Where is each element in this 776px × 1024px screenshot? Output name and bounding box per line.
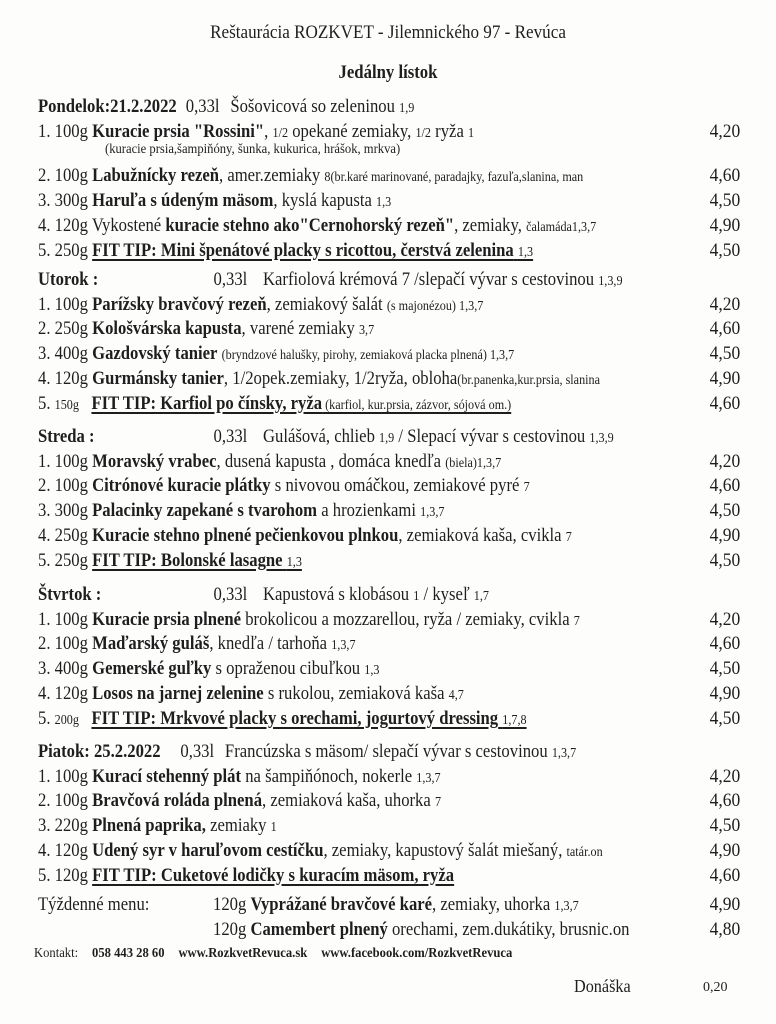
dish-sides: , zemiaková kaša, cvikla	[398, 525, 566, 546]
item-number: 1.	[38, 609, 51, 630]
menu-item	[38, 120, 738, 144]
dish-name: Citrónové kuracie plátky	[92, 476, 271, 497]
dish-details: (bryndzové halušky, pirohy, zemiaková placka plnená) 1,3,7	[221, 347, 515, 363]
item-price: 4,60	[709, 392, 740, 414]
item-price: 4,90	[709, 367, 740, 389]
item-price: 4,90	[709, 894, 740, 915]
item-number: 3.	[38, 501, 51, 522]
weekly-item-text	[213, 893, 579, 918]
dish-sides: orechami, zem.dukátiky, brusnic.on	[387, 920, 630, 940]
item-price: 4,60	[709, 790, 740, 812]
soup-volume: 0,33l	[213, 270, 248, 290]
item-weight: 100g	[54, 166, 88, 187]
day-header-text	[38, 268, 623, 292]
dish-allergens: 1,3	[376, 194, 392, 210]
menu-item	[38, 864, 738, 888]
item-price: 4,50	[709, 500, 740, 522]
dish-sides: , kyslá kapusta	[273, 191, 377, 212]
soup-allergens: 1,7	[473, 588, 489, 603]
dish-details: (biela)	[445, 454, 477, 470]
item-weight: 120g	[54, 368, 88, 389]
fit-tip-dish	[91, 709, 526, 729]
dish-description	[92, 295, 483, 315]
dish-description	[92, 659, 379, 679]
item-number: 1.	[38, 121, 51, 142]
dish-allergens: 4,7	[448, 686, 464, 702]
menu-item-text	[38, 367, 600, 392]
dish-name: Maďarský guláš	[92, 634, 210, 655]
item-weight: 100g	[54, 451, 88, 472]
item-weight: 250g	[54, 240, 88, 261]
fit-tip-dish	[92, 551, 302, 571]
item-price: 4,90	[709, 839, 740, 861]
item-price: 4,50	[709, 707, 740, 729]
day-header-text	[38, 740, 576, 765]
item-number: 2.	[38, 476, 51, 497]
menu-item	[38, 342, 738, 366]
menu-item	[38, 239, 738, 263]
menu-item	[38, 392, 738, 416]
item-price: 4,60	[709, 633, 740, 655]
dish-sides: , varené zemiaky	[241, 319, 359, 340]
day-header	[38, 583, 738, 607]
dish-details: (br.panenka,kur.prsia, slanina	[457, 371, 601, 387]
dish-description	[92, 452, 501, 472]
dish-description	[92, 369, 600, 389]
dish-description	[92, 791, 441, 811]
menu-item	[38, 474, 738, 498]
menu-item-text	[38, 657, 379, 682]
dish-details: 8(br.karé marinované, paradajky, fazuľa,slanina, man	[324, 169, 584, 185]
menu-item	[38, 189, 738, 213]
item-number: 4.	[38, 683, 51, 704]
menu-item-text	[38, 682, 464, 707]
menu-item	[38, 789, 738, 813]
dish-name: Gurmánsky tanier	[92, 368, 224, 389]
menu-item	[38, 164, 738, 188]
weekly-menu-label: Týždenné menu:	[38, 895, 150, 915]
dish-details: (karfiol, kur.prsia, zázvor, sójová om.)	[322, 396, 512, 412]
dish-name: Kološvárska kapusta	[92, 319, 242, 340]
item-weight: 100g	[54, 766, 88, 787]
menu-item-text	[38, 189, 391, 214]
dish-sides: na šampiňónoch, nokerle	[241, 766, 417, 787]
dish-name: Camembert plnený	[250, 920, 388, 940]
dish-description	[92, 476, 530, 496]
dish-description	[92, 526, 572, 546]
item-number: 4.	[38, 525, 51, 546]
dish-allergens: 1,3,7	[554, 898, 579, 913]
day-name: Utorok :	[38, 270, 99, 290]
menu-item-text	[38, 317, 374, 342]
weekly-menu-item	[38, 893, 738, 917]
item-price: 4,50	[709, 343, 740, 365]
item-weight: 100g	[54, 634, 88, 655]
dish-sides: brokolicou a mozzarellou, ryža / zemiaky, cvikla	[241, 609, 574, 630]
item-number: 1.	[38, 766, 51, 787]
menu-item-text	[38, 632, 356, 657]
fit-tip-dish	[92, 241, 533, 261]
item-weight: 300g	[54, 501, 88, 522]
dish-name: Kuracie stehno plnené pečienkovou plnkou	[92, 525, 399, 546]
dish-name: Vyprážané bravčové karé	[250, 895, 433, 915]
menu-item-text	[38, 707, 527, 732]
dish-name: Losos na jarnej zelenine	[92, 683, 264, 704]
soup-description	[263, 268, 623, 293]
dish-sides: ,	[264, 121, 273, 142]
item-number: 3.	[38, 191, 51, 212]
menu-item-text	[38, 239, 533, 264]
dish-name: Labužnícky rezeň	[92, 166, 219, 187]
dish-details: tatár.on	[566, 843, 603, 859]
menu-item	[38, 214, 738, 238]
item-weight: 250g	[54, 319, 88, 340]
item-weight: 120g	[54, 683, 88, 704]
dish-description	[92, 122, 474, 142]
dish-name: Parížsky bravčový rezeň	[92, 294, 267, 315]
dish-name: Palacinky zapekané s tvarohom	[92, 501, 318, 522]
dish-description	[92, 634, 355, 654]
menu-item-text	[38, 789, 441, 814]
dish-allergens: 1,3	[286, 553, 302, 569]
menu-item	[38, 814, 738, 838]
item-weight: 100g	[54, 791, 88, 812]
dish-allergens: 1,3	[364, 662, 380, 678]
item-number: 3.	[38, 659, 51, 680]
dish-name: Kurací stehenný plát	[92, 766, 242, 787]
day-header	[38, 425, 738, 449]
menu-item	[38, 632, 738, 656]
item-number: 2.	[38, 166, 51, 187]
item-weight: 250g	[54, 550, 88, 571]
item-number: 3.	[38, 816, 51, 837]
dish-sides: , zemiaková kaša, uhorka	[262, 791, 435, 812]
item-number: 4.	[38, 840, 51, 861]
item-number: 5.	[38, 240, 51, 261]
contact-website-link[interactable]: www.RozkvetRevuca.sk	[178, 946, 308, 961]
soup-description	[263, 583, 489, 608]
menu-item	[38, 450, 738, 474]
weekly-menu-item	[38, 918, 738, 942]
dish-name: Gazdovský tanier	[92, 344, 218, 365]
dish-name: Moravský vrabec	[92, 451, 217, 472]
dish-name: FIT TIP: Karfiol po čínsky, ryža	[91, 393, 323, 414]
day-name: Pondelok:21.2.2022	[38, 97, 177, 117]
item-price: 4,20	[709, 450, 740, 472]
dish-sides: , zemiaky, kapustový šalát miešaný,	[323, 840, 567, 861]
menu-item	[38, 707, 738, 731]
item-weight: 120g	[54, 840, 88, 861]
dish-details: 1/2	[415, 124, 432, 140]
menu-item-text	[38, 524, 572, 549]
dish-allergens: 1,3,7	[416, 769, 441, 785]
day-name: Streda :	[38, 427, 95, 447]
delivery-price: 0,20	[703, 980, 728, 995]
soup-allergens: 1	[413, 588, 420, 603]
day-header-text	[38, 425, 614, 449]
dish-sides-3: ryža	[431, 121, 469, 142]
item-weight: 300g	[54, 191, 88, 212]
dish-allergens: 1,7,8	[502, 711, 527, 727]
dish-name: Gemerské guľky	[92, 659, 212, 680]
dish-allergens: 7	[573, 612, 580, 628]
item-number: 5.	[38, 393, 51, 414]
item-number: 2.	[38, 634, 51, 655]
menu-item-text	[38, 120, 474, 145]
item-weight: 100g	[54, 294, 88, 315]
soup-allergens: 1,9	[379, 430, 395, 445]
soup-allergens: 1,3,9	[589, 430, 614, 445]
dish-sides-2: , domáca knedľa	[330, 451, 446, 472]
soup-name: Kapustová s klobásou	[263, 585, 414, 605]
dish-sides: , zemiakový šalát	[266, 294, 387, 315]
dish-name: kuracie stehno ako"Cernohorský rezeň"	[165, 215, 455, 236]
dish-name: Udený syr v haruľovom cestíčku	[92, 840, 324, 861]
item-price: 4,50	[709, 549, 740, 571]
menu-item	[38, 367, 738, 391]
dish-allergens: 7	[565, 528, 572, 544]
dish-allergens: 3,7	[358, 322, 375, 338]
menu-item-text	[38, 839, 603, 864]
item-price: 4,20	[709, 120, 740, 142]
item-price: 4,20	[709, 765, 740, 787]
item-weight: 120g	[54, 215, 88, 236]
contact-line	[34, 946, 523, 962]
dish-sides: s rukolou, zemiaková kaša	[263, 683, 449, 704]
item-weight: 100g	[54, 121, 88, 142]
dish-description	[92, 767, 440, 787]
menu-item	[38, 839, 738, 863]
item-weight: 120g	[213, 920, 247, 940]
dish-name: Kuracie prsia plnené	[92, 609, 242, 630]
restaurant-title: Reštaurácia ROZKVET - Jilemnického 97 - Revúca	[210, 22, 566, 43]
item-price: 4,60	[709, 318, 740, 340]
menu-item-text	[38, 474, 530, 499]
dish-description	[92, 684, 464, 704]
dish-ingredients-note: (kuracie prsia,šampiňóny, šunka, kukurica, hrášok, mrkva)	[105, 142, 401, 158]
weekly-item-text	[213, 918, 629, 942]
menu-item	[38, 682, 738, 706]
menu-heading: Jedálny lístok	[338, 62, 438, 83]
day-header-text	[38, 583, 489, 607]
soup-description	[225, 742, 576, 762]
soup-volume: 0,33l	[213, 427, 248, 447]
dish-description	[92, 319, 374, 339]
day-header-text	[38, 95, 414, 120]
item-weight: 120g	[213, 895, 247, 915]
item-price: 4,90	[709, 214, 740, 236]
item-price: 4,80	[709, 919, 740, 940]
menu-item-text	[38, 214, 596, 239]
dish-sides: a hrozienkami	[317, 501, 421, 522]
soup-name: Gulášová, chlieb	[263, 427, 380, 447]
menu-item	[38, 549, 738, 573]
dish-name: FIT TIP: Cuketové lodičky s kuracím mäsom, ryža	[92, 865, 455, 886]
dish-allergens: 1,3,7	[331, 637, 356, 653]
dish-allergens: 1,3,7	[420, 504, 445, 520]
dish-name: Haruľa s údeným mäsom	[92, 191, 274, 212]
dish-name: FIT TIP: Mini špenátové placky s ricottou, čerstvá zelenina	[92, 240, 514, 261]
dish-allergens: 7	[434, 794, 442, 810]
dish-sides: , dusená kapusta	[216, 451, 331, 472]
menu-item-text	[38, 765, 441, 790]
dish-sides: s opraženou cibuľkou	[211, 659, 365, 680]
dish-allergens: 1	[270, 819, 277, 835]
fit-tip-dish	[92, 866, 454, 886]
item-number: 2.	[38, 319, 51, 340]
menu-item	[38, 657, 738, 681]
dish-details: čalamáda1,3,7	[526, 218, 597, 234]
soup-allergens: 1,3,7	[551, 745, 577, 760]
soup-allergens: 1,9	[399, 100, 415, 115]
menu-item-text	[38, 450, 501, 475]
item-weight: 120g	[54, 865, 88, 886]
dish-details: (s majonézou) 1,3,7	[386, 297, 484, 313]
menu-item-text	[38, 814, 277, 839]
menu-item	[38, 608, 738, 632]
dish-description	[92, 610, 580, 630]
fit-tip-dish	[91, 394, 511, 414]
dish-sides: s nivovou omáčkou, zemiakové pyré	[270, 476, 524, 497]
day-name: Štvrtok :	[38, 585, 102, 605]
dish-description	[92, 191, 391, 211]
dish-sides-2: opekané zemiaky,	[288, 121, 416, 142]
item-weight: 400g	[54, 659, 88, 680]
soup-volume: 0,33l	[185, 97, 220, 117]
soup-description	[263, 425, 614, 450]
soup-name: Šošovicová so zeleninou	[230, 97, 395, 117]
dish-name: Kuracie prsia "Rossini"	[92, 121, 265, 142]
menu-item	[38, 765, 738, 789]
item-price: 4,90	[709, 682, 740, 704]
item-weight: 220g	[54, 816, 88, 837]
dish-allergens: 1	[468, 124, 475, 140]
dish-sides: , knedľa / tarhoňa	[209, 634, 332, 655]
dish-description	[92, 841, 603, 861]
menu-item	[38, 499, 738, 523]
dish-name: FIT TIP: Mrkvové placky s orechami, jogurtový dressing	[91, 708, 499, 729]
dish-name: FIT TIP: Bolonské lasagne	[92, 550, 283, 571]
menu-item-text	[38, 864, 454, 888]
item-number: 4.	[38, 368, 51, 389]
soup-description	[230, 97, 414, 117]
dish-description	[92, 166, 583, 186]
item-weight: 150g	[54, 396, 79, 412]
menu-item-text	[38, 499, 444, 524]
item-weight: 400g	[54, 344, 88, 365]
item-number: 4.	[38, 215, 51, 236]
menu-item-text	[38, 164, 583, 189]
dish-allergens: 1,3	[517, 243, 534, 259]
item-weight: 250g	[54, 525, 88, 546]
item-price: 4,60	[709, 475, 740, 497]
item-price: 4,60	[709, 165, 740, 187]
menu-item-text	[38, 549, 302, 574]
dish-sides: zemiaky	[205, 816, 271, 837]
day-header	[38, 268, 738, 292]
dish-prefix: Vykostené	[91, 215, 166, 236]
soup-name-2: / Slepací vývar s cestovinou	[394, 427, 586, 447]
item-weight: 100g	[54, 609, 88, 630]
item-number: 5.	[38, 865, 51, 886]
dish-sides: , 1/2opek.zemiaky, 1/2ryža, obloha	[223, 368, 458, 389]
item-number: 5.	[38, 708, 51, 729]
dish-portion: 1/2	[272, 124, 289, 140]
soup-name: Karfiolová krémová 7 /slepačí vývar s cestovinou	[263, 270, 595, 290]
dish-description	[92, 501, 444, 521]
item-price: 4,20	[709, 293, 740, 315]
dish-description	[92, 816, 277, 836]
item-weight: 200g	[54, 711, 79, 727]
dish-allergens: 1,3,7	[476, 454, 502, 470]
delivery-label: Donáška	[574, 976, 631, 996]
dish-allergens: 7	[523, 479, 530, 495]
menu-item-text	[38, 342, 514, 367]
item-number: 5.	[38, 550, 51, 571]
day-header	[38, 740, 738, 764]
soup-volume: 0,33l	[180, 742, 215, 762]
item-price: 4,50	[709, 815, 740, 837]
item-price: 4,20	[709, 608, 740, 630]
item-price: 4,60	[709, 864, 740, 886]
soup-name: Francúzska s mäsom/ slepačí vývar s cestovinou	[224, 742, 548, 762]
contact-label: Kontakt:	[34, 946, 79, 961]
dish-sides: , zemiaky,	[454, 215, 527, 236]
menu-item	[38, 524, 738, 548]
menu-item	[38, 317, 738, 341]
day-header	[38, 95, 738, 119]
item-price: 4,50	[709, 190, 740, 212]
dish-name: Plnená paprika,	[92, 816, 206, 837]
contact-facebook-link[interactable]: www.facebook.com/RozkvetRevuca	[321, 946, 513, 961]
dish-description	[92, 344, 514, 364]
item-number: 2.	[38, 791, 51, 812]
dish-sides: , zemiaky, uhorka	[432, 895, 555, 915]
item-price: 4,50	[709, 658, 740, 680]
soup-name-2: / kyseľ	[419, 585, 470, 605]
dish-description	[92, 216, 596, 236]
item-number: 3.	[38, 344, 51, 365]
item-weight: 100g	[54, 476, 88, 497]
dish-name: Bravčová roláda plnená	[92, 791, 263, 812]
soup-volume: 0,33l	[213, 585, 248, 605]
dish-sides: , amer.zemiaky	[218, 166, 325, 187]
item-price: 4,50	[709, 239, 740, 261]
item-number: 1.	[38, 451, 51, 472]
menu-item-text	[38, 293, 483, 318]
item-price: 4,90	[709, 524, 740, 546]
contact-phone[interactable]: 058 443 28 60	[92, 946, 165, 961]
day-name: Piatok: 25.2.2022	[38, 742, 161, 762]
menu-item-text	[38, 608, 580, 633]
soup-allergens: 1,3,9	[598, 273, 623, 288]
menu-item	[38, 293, 738, 317]
menu-item-text	[38, 392, 511, 417]
item-number: 1.	[38, 294, 51, 315]
